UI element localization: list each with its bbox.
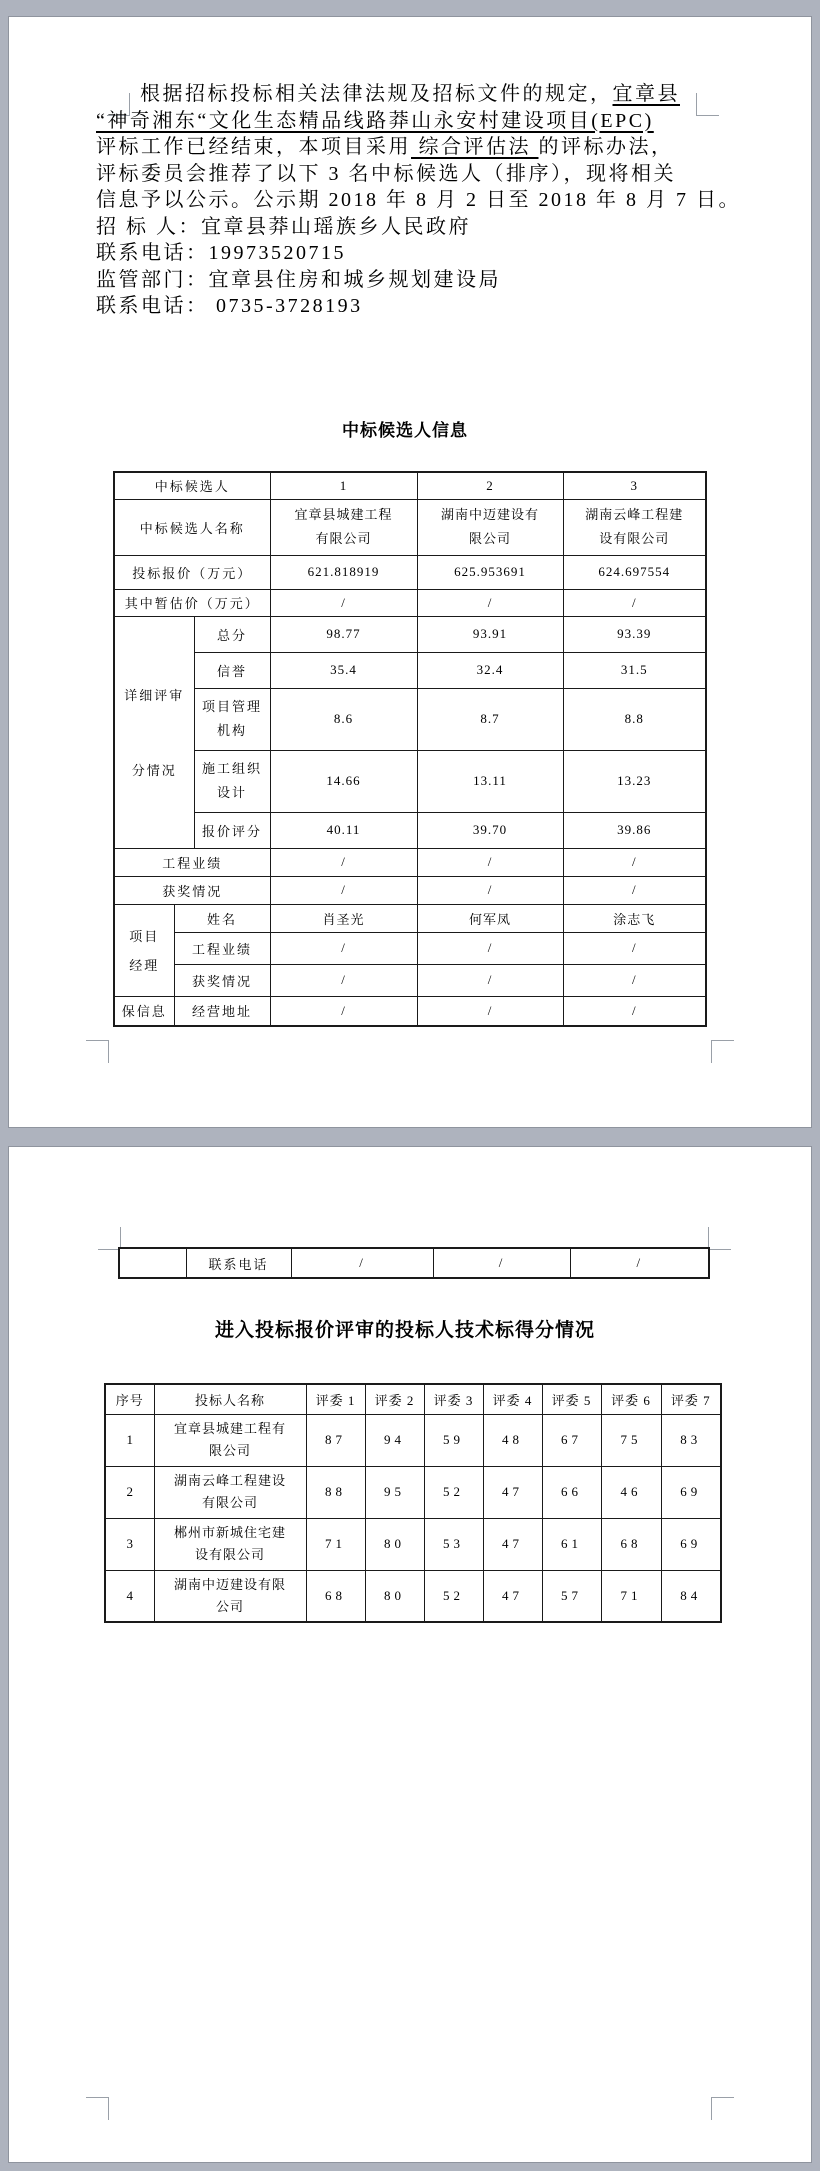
cell: 93.39 [563,616,706,652]
cell: / [417,932,563,964]
table-row [105,1518,721,1570]
row-label: 报价评分 [194,812,270,848]
row-label: 联系电话 [186,1248,291,1278]
cell: 35.4 [270,652,417,688]
table-row [114,652,706,688]
table-row [114,996,706,1026]
cell: 1 [270,472,417,499]
cell-score: 75 [601,1414,661,1466]
candidates-table-continued [118,1247,710,1279]
cell-no: 3 [105,1518,154,1570]
label-line: 设计 [217,785,248,800]
cell: 39.86 [563,812,706,848]
label-line: 项目管理 [202,699,263,714]
row-label: 姓名 [174,904,270,932]
cell-no: 1 [105,1414,154,1466]
row-label [194,750,270,812]
name-line: 公司 [215,1598,244,1614]
cell: / [270,589,417,616]
cell-no: 2 [105,1466,154,1518]
cell: 13.23 [563,750,706,812]
cell: / [563,589,706,616]
cell-score: 88 [306,1466,365,1518]
name-line: 湖南云峰工程建 [585,507,684,522]
cell: / [417,996,563,1026]
empty-cell [119,1248,186,1278]
table-row [114,555,706,589]
paragraph-line: 信息予以公示。公示期 2018 年 8 月 2 日至 2018 年 8 月 7 日。 [96,189,741,211]
row-label: 获奖情况 [174,964,270,996]
row-label [194,688,270,750]
name-line: 湖南中迈建设有限 [173,1576,286,1592]
cell: 8.8 [563,688,706,750]
cell: 8.7 [417,688,563,750]
table-row [114,932,706,964]
name-line: 宜章县城建工程有 [173,1421,286,1436]
label-line: 施工组织 [202,761,263,776]
cell: / [563,876,706,904]
name-line: 有限公司 [201,1495,258,1510]
table-row [114,848,706,876]
cell-score: 80 [365,1518,424,1570]
cell-bidder-name [154,1570,306,1622]
cell: 98.77 [270,616,417,652]
cell-bidder-name [154,1518,306,1570]
row-label: 工程业绩 [114,848,270,876]
technical-scores-table [104,1383,722,1623]
cell-score: 47 [483,1518,542,1570]
scores-table-title: 进入投标报价评审的投标人技术标得分情况 [214,1320,595,1341]
cell-no: 4 [105,1570,154,1622]
text-run: 评标工作已经结束，本项目采用 [96,136,411,158]
cell-score: 95 [365,1466,424,1518]
cell-score: 52 [424,1570,483,1622]
table-row [114,812,706,848]
bidder-line: 招 标 人：宜章县莽山瑶族乡人民政府 [96,215,471,238]
row-label: 中标候选人 [114,472,270,499]
name-line: 设有限公司 [194,1547,265,1562]
cell-score: 57 [542,1570,601,1622]
table-row [105,1466,721,1518]
cell [417,499,563,555]
cell: 624.697554 [563,555,706,589]
row-label: 信誉 [194,652,270,688]
paragraph-line: 评标委员会推荐了以下 3 名中标候选人（排序），现将相关 [96,162,676,185]
cell-score: 68 [306,1570,365,1622]
cell: 39.70 [417,812,563,848]
col-header-judge3: 评委 3 [424,1384,483,1414]
cell-score: 87 [306,1414,365,1466]
underlined-text: 宜章县 [612,83,680,105]
cell-score: 66 [542,1466,601,1518]
cell [563,499,706,555]
table-row [114,876,706,904]
cell-score: 69 [661,1518,721,1570]
cell: / [291,1248,433,1278]
paragraph-line [96,108,726,135]
row-label: 工程业绩 [174,932,270,964]
announcement-paragraph [96,81,741,320]
margin-mark [708,1227,731,1250]
cell-score: 83 [661,1414,721,1466]
cell: / [270,876,417,904]
col-header-judge4: 评委 4 [483,1384,542,1414]
phone-line: 联系电话：19973520715 [96,242,346,264]
cell-score: 67 [542,1414,601,1466]
cell: / [433,1248,570,1278]
col-header-judge6: 评委 6 [601,1384,661,1414]
text-run: 根据招标投标相关法律法规及招标文件的规定， [140,83,613,105]
cell: / [417,876,563,904]
cell: 2 [417,472,563,499]
row-label: 总分 [194,616,270,652]
cell: 肖圣光 [270,904,417,932]
cell-score: 46 [601,1466,661,1518]
table-row [105,1414,721,1466]
phone-line-2: 联系电话： 0735-3728193 [96,295,363,317]
cell-score: 53 [424,1518,483,1570]
table-row [114,688,706,750]
paragraph-line [96,81,726,108]
cell-score: 69 [661,1466,721,1518]
cell-score: 94 [365,1414,424,1466]
name-line: 湖南云峰工程建设 [173,1473,286,1488]
cell: 32.4 [417,652,563,688]
col-header-judge1: 评委 1 [306,1384,365,1414]
paragraph-line [96,134,726,161]
group-label-line: 项目 [129,929,160,944]
cell-score: 68 [601,1518,661,1570]
table-row [114,904,706,932]
name-line: 有限公司 [315,531,372,546]
cell: / [270,848,417,876]
regulator-line: 监管部门：宜章县住房和城乡规划建设局 [96,268,501,291]
margin-mark [86,1040,109,1063]
cell: / [270,996,417,1026]
row-label: 其中暂估价（万元） [114,589,270,616]
cell: 何军凤 [417,904,563,932]
cell-score: 71 [306,1518,365,1570]
cell-score: 80 [365,1570,424,1622]
cell-score: 47 [483,1466,542,1518]
name-line: 限公司 [208,1443,251,1458]
cell: / [270,932,417,964]
text-run: 的评标办法， [538,136,674,158]
row-label: 投标报价（万元） [114,555,270,589]
cell-score: 47 [483,1570,542,1622]
cell: 40.11 [270,812,417,848]
cell: 93.91 [417,616,563,652]
cell-score: 59 [424,1414,483,1466]
table-row [114,472,706,499]
cell: / [563,996,706,1026]
name-line: 郴州市新城住宅建 [173,1525,286,1540]
underlined-text: “神奇湘东“文化生态精品线路莽山永安村建设项目(EPC) [96,109,654,132]
row-label: 获奖情况 [114,876,270,904]
name-line: 设有限公司 [599,531,670,546]
cell-bidder-name [154,1466,306,1518]
cell: 621.818919 [270,555,417,589]
table-row [114,589,706,616]
col-header-bidder: 投标人名称 [154,1384,306,1414]
col-header-judge2: 评委 2 [365,1384,424,1414]
cell-score: 61 [542,1518,601,1570]
margin-mark [711,2097,734,2120]
group-label-other: 保信息 [114,996,174,1026]
group-label-manager [114,904,174,996]
table-row [105,1570,721,1622]
candidates-table [113,471,707,1027]
document-page-2 [8,1146,812,2163]
cell: / [563,848,706,876]
table-header-row [105,1384,721,1414]
cell: 14.66 [270,750,417,812]
cell: / [417,964,563,996]
table-row [114,750,706,812]
underlined-text: 综合评估法 [411,136,539,158]
margin-mark [86,2097,109,2120]
cell: 13.11 [417,750,563,812]
group-label-review [114,616,194,848]
cell: / [417,589,563,616]
cell-score: 52 [424,1466,483,1518]
table-row [119,1248,709,1278]
cell: / [570,1248,709,1278]
label-line: 机构 [217,723,248,738]
cell: 8.6 [270,688,417,750]
cell [270,499,417,555]
cell: 3 [563,472,706,499]
table-row [114,964,706,996]
cell: 625.953691 [417,555,563,589]
cell: / [270,964,417,996]
row-label: 经营地址 [174,996,270,1026]
group-label-line: 经理 [129,958,160,973]
margin-mark [711,1040,734,1063]
document-page-1 [8,16,812,1128]
col-header-no: 序号 [105,1384,154,1414]
row-label: 中标候选人名称 [114,499,270,555]
cell: 31.5 [563,652,706,688]
group-label-line: 详细评审 [124,688,185,703]
table-row [114,499,706,555]
group-label-line: 分情况 [131,763,177,778]
cell: / [417,848,563,876]
name-line: 限公司 [469,531,512,546]
cell: / [563,964,706,996]
table-row [114,616,706,652]
cell: / [563,932,706,964]
name-line: 湖南中迈建设有 [441,507,540,522]
cell-score: 48 [483,1414,542,1466]
cell-bidder-name [154,1414,306,1466]
col-header-judge5: 评委 5 [542,1384,601,1414]
cell-score: 71 [601,1570,661,1622]
cell-score: 84 [661,1570,721,1622]
name-line: 宜章县城建工程 [294,507,393,522]
candidates-table-title: 中标候选人信息 [342,421,468,440]
cell: 涂志飞 [563,904,706,932]
col-header-judge7: 评委 7 [661,1384,721,1414]
